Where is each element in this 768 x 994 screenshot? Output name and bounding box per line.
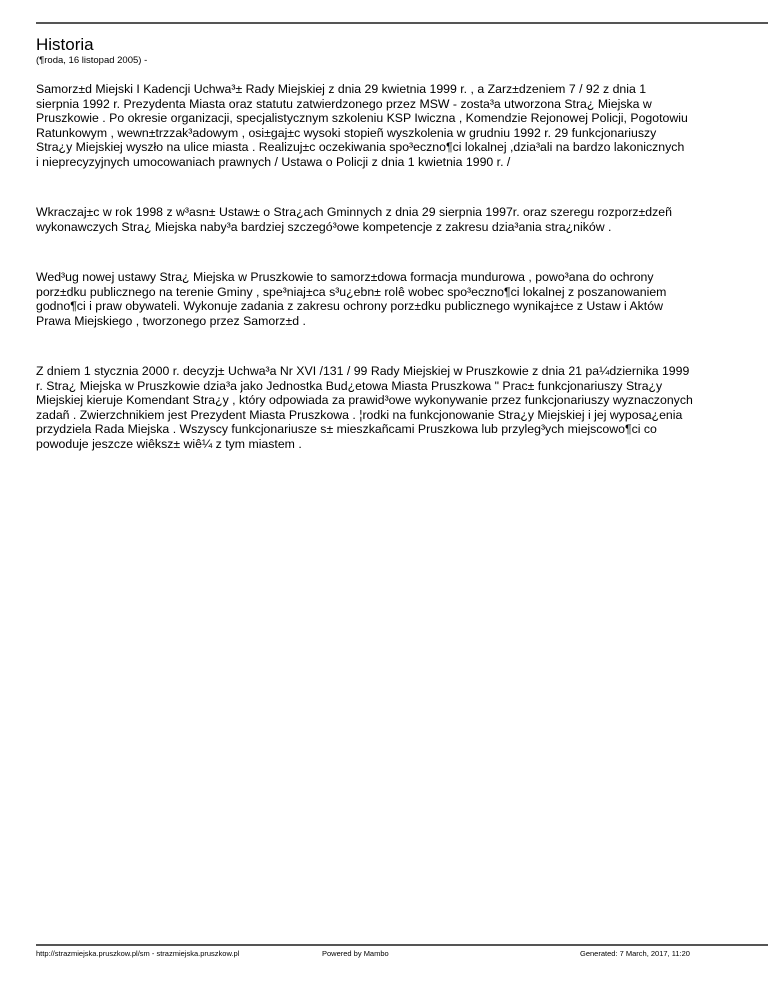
text-line: i nieprecyzyjnych umocowaniach prawnych / Ustawa o Policji z dnia 1 kwietnia 1990 r. / <box>36 154 511 169</box>
paragraph-4 <box>36 364 736 451</box>
text-line: Wkraczaj±c w rok 1998 z w³asn± Ustaw± o Stra¿ach Gminnych z dnia 29 sierpnia 1997r. oraz szeregu rozporz±dzeñ <box>36 205 672 219</box>
paragraph-2 <box>36 205 736 234</box>
text-line: Ratunkowym , wewn±trzzak³adowym , osi±gaj±c wysoki stopieñ wyszkolenia w grudniu 1992 r. 29 funkcjonariuszy <box>36 125 657 140</box>
text-line: sierpnia 1992 r. Prezydenta Miasta oraz statutu zatwierdzonego przez MSW - zosta³a utworzona Stra¿ Miejska w <box>36 96 652 111</box>
text-line: zadañ . Zwierzchnikiem jest Prezydent Miasta Pruszkowa . ¦rodki na funkcjonowanie Stra¿y Miejskiej i jej wyposa¿enia <box>36 407 683 422</box>
text-line: przydziela Rada Miejska . Wszyscy funkcjonariusze s± mieszkañcami Pruszkowa lub przyleg³ych miejscowo¶ci co <box>36 422 657 436</box>
top-divider <box>36 22 768 24</box>
text-line: powoduje jeszcze wiêksz± wiê¼ z tym miastem . <box>36 436 302 451</box>
article-body <box>36 82 736 487</box>
footer-generated: Generated: 7 March, 2017, 11:20 <box>580 949 690 958</box>
page-title: Historia <box>36 35 94 54</box>
text-line: Wed³ug nowej ustawy Stra¿ Miejska w Pruszkowie to samorz±dowa formacja mundurowa , powo³ana do ochrony <box>36 270 654 284</box>
text-line: Samorz±d Miejski I Kadencji Uchwa³± Rady Miejskiej z dnia 29 kwietnia 1999 r. , a Zarz±dzeniem 7 / 92 z dnia 1 <box>36 82 647 96</box>
bottom-divider <box>36 944 768 946</box>
paragraph-1 <box>36 82 736 169</box>
footer-powered-by: Powered by Mambo <box>322 949 389 958</box>
paragraph-3 <box>36 270 736 328</box>
text-line: Pruszkowie . Po okresie organizacji, specjalistycznym szkoleniu KSP Iwiczna , Komendzie Rejonowej Policji, Pogotowiu <box>36 111 688 125</box>
text-line: godno¶ci i praw obywateli. Wykonuje zadania z zakresu ochrony porz±dku publicznego wynikaj±ce z Ustaw i Aktów <box>36 299 663 313</box>
article-date: (¶roda, 16 listopad 2005) - <box>36 55 148 66</box>
text-line: Prawa Miejskiego , tworzonego przez Samorz±d . <box>36 313 306 328</box>
text-line: wykonawczych Stra¿ Miejska naby³a bardziej szczegó³owe kompetencje z zakresu dzia³ania stra¿ników . <box>36 219 612 234</box>
text-line: Z dniem 1 stycznia 2000 r. decyzj± Uchwa³a Nr XVI /131 / 99 Rady Miejskiej w Pruszkowie z dnia 21 pa¼dziernika 1999 <box>36 364 690 378</box>
text-line: Miejskiej kieruje Komendant Stra¿y , który odpowiada za prawid³owe wykonywanie przez funkcjonariuszy wyznaczonych <box>36 393 693 407</box>
text-line: porz±dku publicznego na terenie Gminy , spe³niaj±ca s³u¿ebn± rolê wobec spo³eczno¶ci lokalnej z poszanowaniem <box>36 284 667 299</box>
footer-url: http://strazmiejska.pruszkow.pl/sm - strazmiejska.pruszkow.pl <box>36 949 240 958</box>
text-line: Stra¿y Miejskiej wyszło na ulice miasta . Realizuj±c oczekiwania spo³eczno¶ci lokalnej ,dzia³ali na bardzo lakonicznych <box>36 140 685 154</box>
text-line: r. Stra¿ Miejska w Pruszkowie dzia³a jako Jednostka Bud¿etowa Miasta Pruszkowa " Prac± funkcjonariuszy Stra¿y <box>36 378 663 393</box>
